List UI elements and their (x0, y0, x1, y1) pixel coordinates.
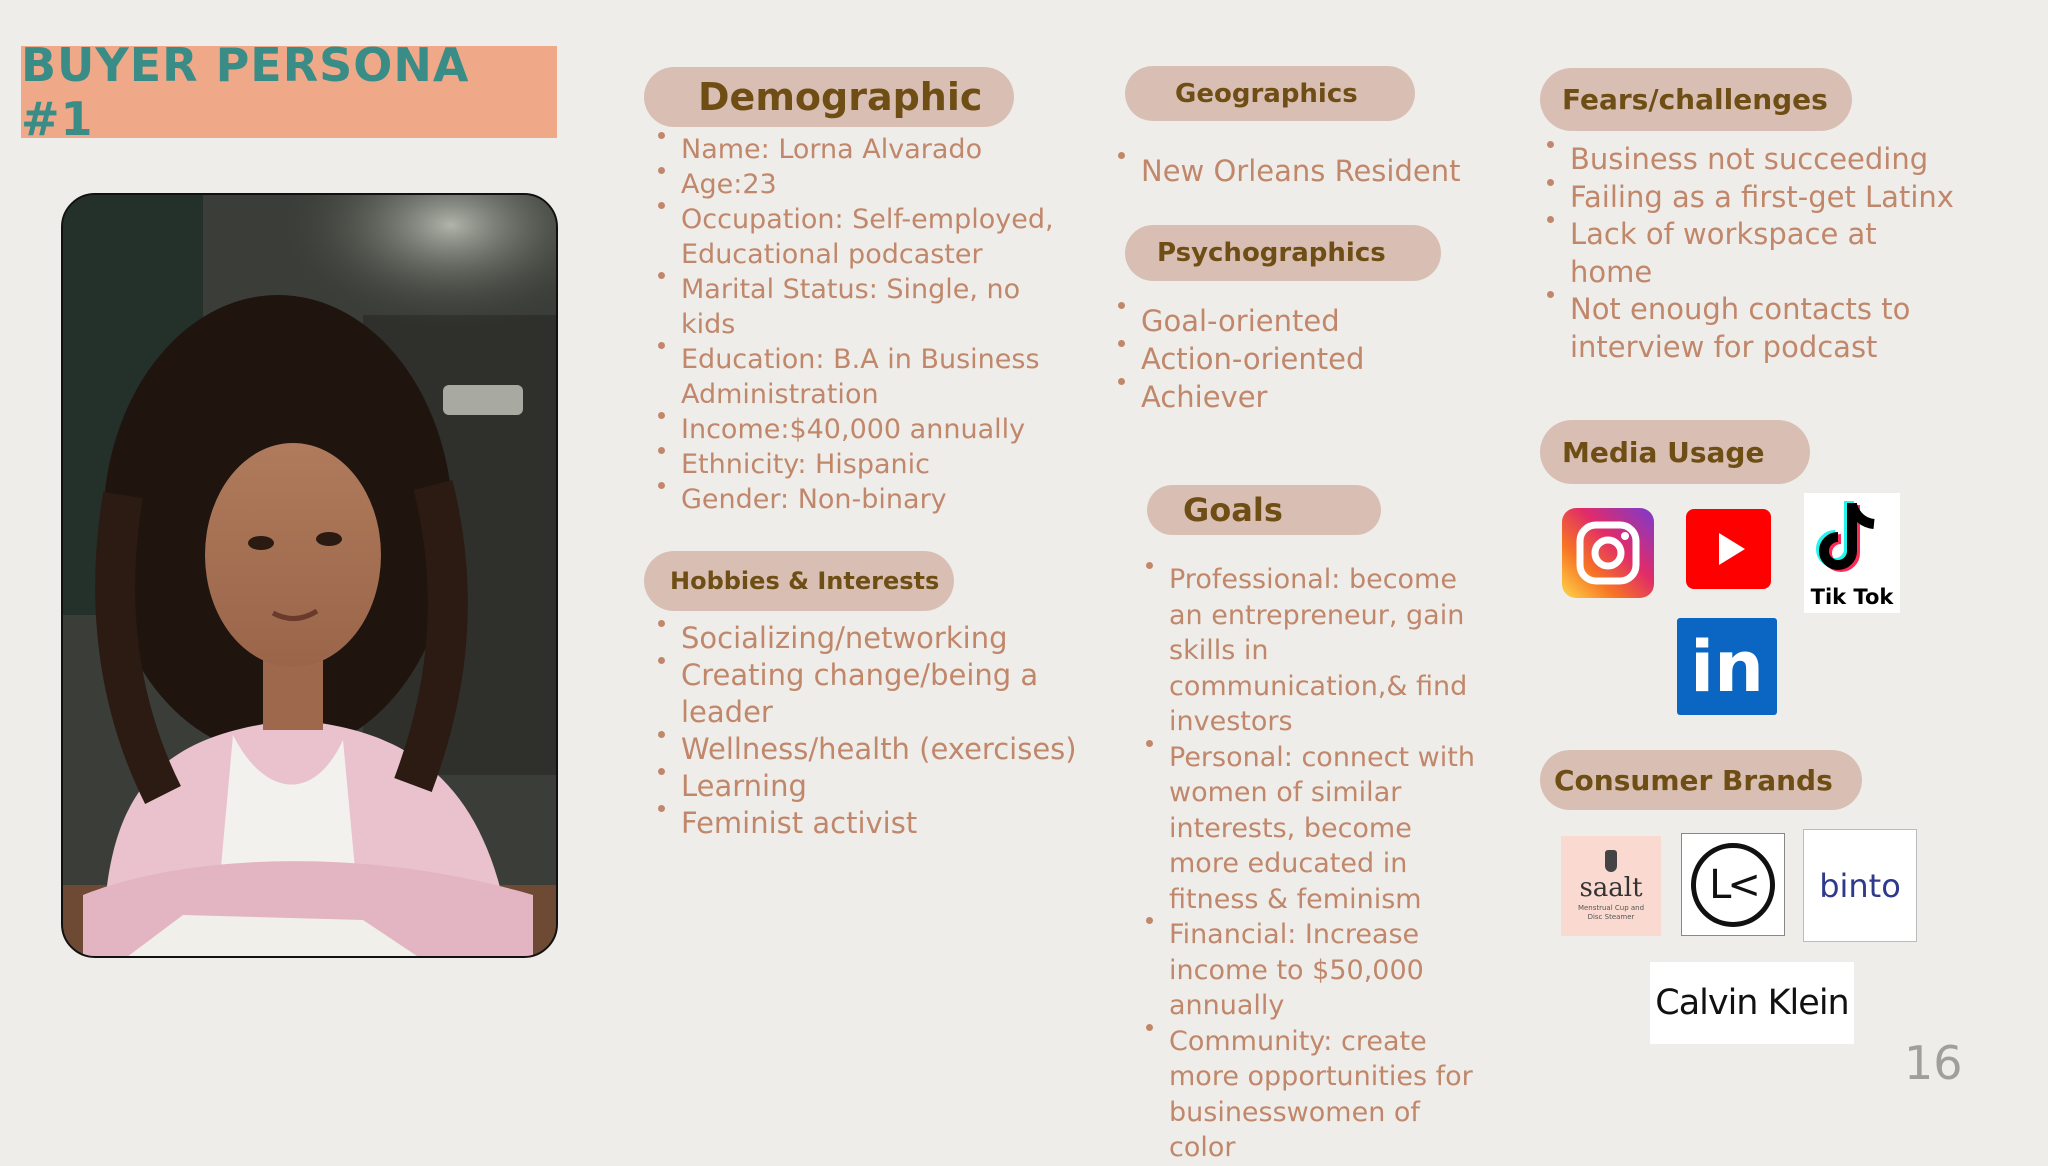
persona-photo (61, 193, 558, 958)
binto-logo (1803, 829, 1917, 942)
list-item: Education: B.A in Business Administration (656, 342, 1076, 412)
lk-mark: L< (1709, 861, 1757, 908)
goals-heading (1147, 485, 1381, 535)
geographics-heading (1125, 66, 1415, 121)
page-title: BUYER PERSONA #1 (21, 38, 470, 146)
psychographics-heading (1125, 225, 1441, 281)
list-item: Business not succeeding (1545, 141, 1965, 179)
fears-heading (1540, 68, 1852, 131)
youtube-icon (1686, 509, 1771, 589)
psychographics-list (1116, 302, 1516, 416)
fears-heading-label: Fears/challenges (1562, 83, 1828, 116)
saalt-cup-icon (1605, 850, 1617, 872)
media-heading-label: Media Usage (1562, 435, 1765, 469)
list-item: Community: create more opportunities for businesswomen of color (1144, 1024, 1489, 1166)
list-item: Socializing/networking (656, 620, 1136, 657)
instagram-icon (1562, 508, 1654, 598)
goals-heading-label: Goals (1183, 491, 1283, 529)
hobbies-heading (644, 551, 954, 611)
list-item: Occupation: Self-employed, Educational podcaster (656, 202, 1076, 272)
list-item: Lack of workspace at home (1545, 216, 1965, 291)
persona-portrait-illustration (63, 195, 558, 958)
page-number: 16 (1904, 1036, 1963, 1090)
linkedin-label: in (1690, 625, 1764, 708)
list-item: Wellness/health (exercises) (656, 731, 1136, 768)
psychographics-heading-label: Psychographics (1157, 238, 1386, 268)
list-item: Feminist activist (656, 805, 1136, 842)
list-item: Personal: connect with women of similar interests, become more educated in fitness & feminism (1144, 740, 1489, 918)
goals-list (1144, 562, 1489, 1166)
lk-logo (1681, 833, 1785, 936)
title-banner (21, 38, 557, 146)
calvin-klein-name: Calvin Klein (1655, 983, 1849, 1023)
media-heading (1540, 420, 1810, 484)
hobbies-heading-label: Hobbies & Interests (670, 567, 940, 595)
list-item: New Orleans Resident (1116, 152, 1516, 190)
list-item: Marital Status: Single, no kids (656, 272, 1076, 342)
list-item: Goal-oriented (1116, 302, 1516, 340)
list-item: Not enough contacts to interview for podcast (1545, 291, 1965, 366)
brands-heading-label: Consumer Brands (1554, 763, 1833, 797)
list-item: Ethnicity: Hispanic (656, 447, 1076, 482)
list-item: Failing as a first-get Latinx (1545, 179, 1965, 217)
list-item: Learning (656, 768, 1136, 805)
tiktok-label: Tik Tok (1810, 585, 1894, 609)
tiktok-icon (1804, 493, 1900, 613)
geographics-heading-label: Geographics (1175, 78, 1358, 109)
saalt-tagline: Menstrual Cup and Disc Steamer (1577, 904, 1645, 921)
list-item: Gender: Non-binary (656, 482, 1076, 517)
calvin-klein-logo (1650, 962, 1854, 1044)
lk-circle (1691, 843, 1775, 927)
demographic-list (656, 132, 1076, 517)
list-item: Professional: become an entrepreneur, gain skills in communication,& find investors (1144, 562, 1489, 740)
saalt-logo (1561, 836, 1661, 936)
fears-list (1545, 141, 1965, 366)
list-item: Action-oriented (1116, 340, 1516, 378)
list-item: Income:$40,000 annually (656, 412, 1076, 447)
list-item: Achiever (1116, 378, 1516, 416)
list-item: Creating change/being a leader (656, 657, 1136, 731)
geographics-list (1116, 152, 1516, 190)
linkedin-icon (1677, 618, 1777, 715)
demographic-heading (644, 67, 1014, 127)
list-item: Name: Lorna Alvarado (656, 132, 1076, 167)
binto-name: binto (1819, 866, 1901, 905)
list-item: Financial: Increase income to $50,000 annually (1144, 917, 1489, 1024)
list-item: Age:23 (656, 167, 1076, 202)
demographic-heading-label: Demographic (698, 75, 983, 119)
hobbies-list (656, 620, 1136, 842)
brands-heading (1540, 750, 1862, 810)
saalt-name: saalt (1579, 873, 1643, 903)
